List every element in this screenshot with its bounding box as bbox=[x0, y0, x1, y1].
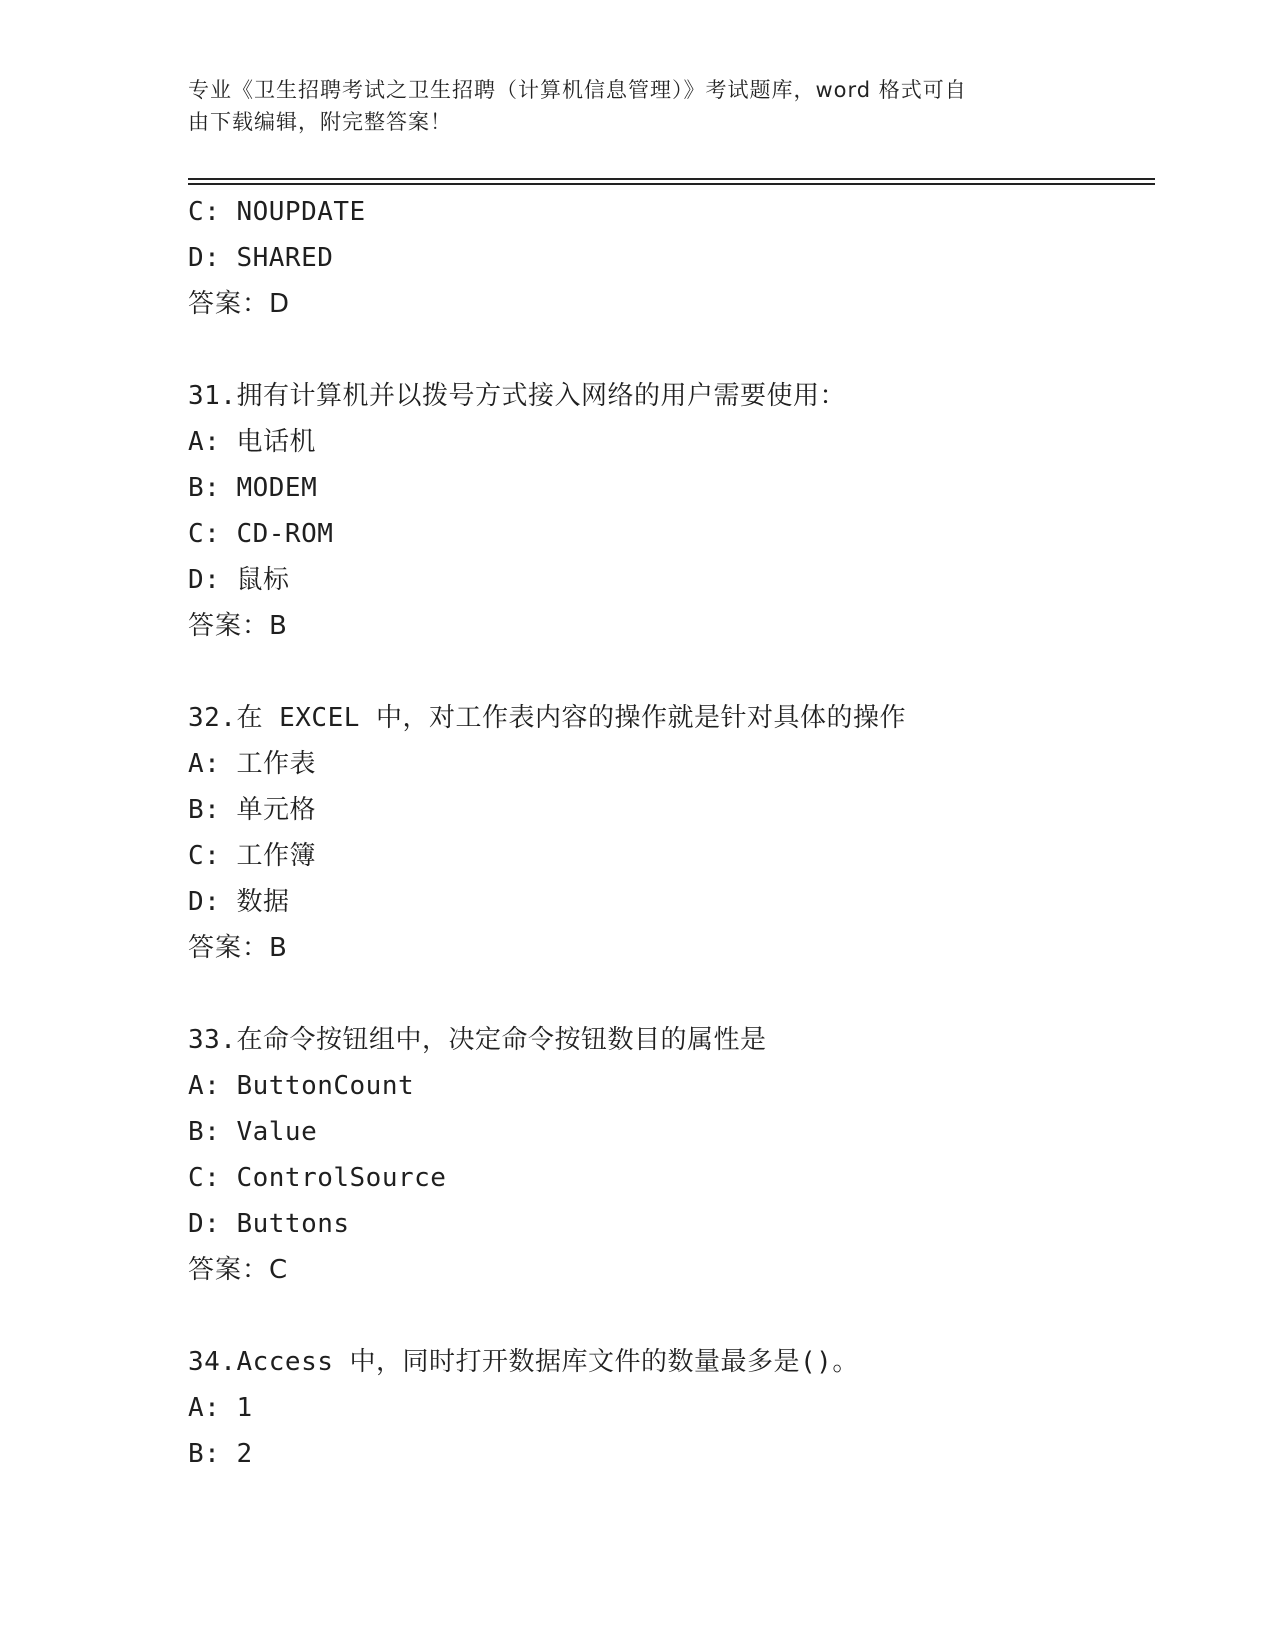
question-spacer bbox=[188, 327, 1148, 373]
question-block-32 bbox=[188, 695, 1148, 971]
answer-line: 答案：C bbox=[188, 1255, 289, 1285]
option-d: D: 鼠标 bbox=[188, 565, 290, 595]
option-a: A: 1 bbox=[188, 1393, 253, 1423]
question-block-34 bbox=[188, 1339, 1148, 1477]
option-d: D: 数据 bbox=[188, 887, 290, 917]
option-c: C: NOUPDATE bbox=[188, 197, 366, 227]
option-a: A: 电话机 bbox=[188, 427, 316, 457]
option-d: D: SHARED bbox=[188, 243, 334, 273]
answer-line: 答案：B bbox=[188, 611, 288, 641]
option-d: D: Buttons bbox=[188, 1209, 350, 1239]
option-b: B: 2 bbox=[188, 1439, 253, 1469]
question-text: 33.在命令按钮组中，决定命令按钮数目的属性是 bbox=[188, 1025, 767, 1055]
question-text: 34.Access 中，同时打开数据库文件的数量最多是()。 bbox=[188, 1347, 859, 1377]
header-divider-bottom bbox=[188, 183, 1155, 185]
question-block-33 bbox=[188, 1017, 1148, 1293]
document-header bbox=[188, 74, 1068, 138]
question-block-31 bbox=[188, 373, 1148, 649]
option-c: C: ControlSource bbox=[188, 1163, 447, 1193]
header-line-2: 由下载编辑，附完整答案！ bbox=[188, 110, 452, 134]
header-divider-top bbox=[188, 178, 1155, 180]
answer-line: 答案：B bbox=[188, 933, 288, 963]
option-b: B: Value bbox=[188, 1117, 318, 1147]
option-b: B: MODEM bbox=[188, 473, 318, 503]
option-a: A: ButtonCount bbox=[188, 1071, 415, 1101]
answer-line: 答案：D bbox=[188, 289, 291, 319]
option-c: C: CD-ROM bbox=[188, 519, 334, 549]
question-spacer bbox=[188, 1293, 1148, 1339]
question-text: 31.拥有计算机并以拨号方式接入网络的用户需要使用： bbox=[188, 381, 846, 411]
question-spacer bbox=[188, 649, 1148, 695]
option-a: A: 工作表 bbox=[188, 749, 316, 779]
option-b: B: 单元格 bbox=[188, 795, 316, 825]
question-list bbox=[188, 189, 1148, 1477]
question-spacer bbox=[188, 971, 1148, 1017]
option-c: C: 工作簿 bbox=[188, 841, 316, 871]
question-block-30 bbox=[188, 189, 1148, 327]
header-line-1: 专业《卫生招聘考试之卫生招聘（计算机信息管理）》考试题库，word 格式可自 bbox=[188, 78, 967, 102]
question-text: 32.在 EXCEL 中，对工作表内容的操作就是针对具体的操作 bbox=[188, 703, 907, 733]
